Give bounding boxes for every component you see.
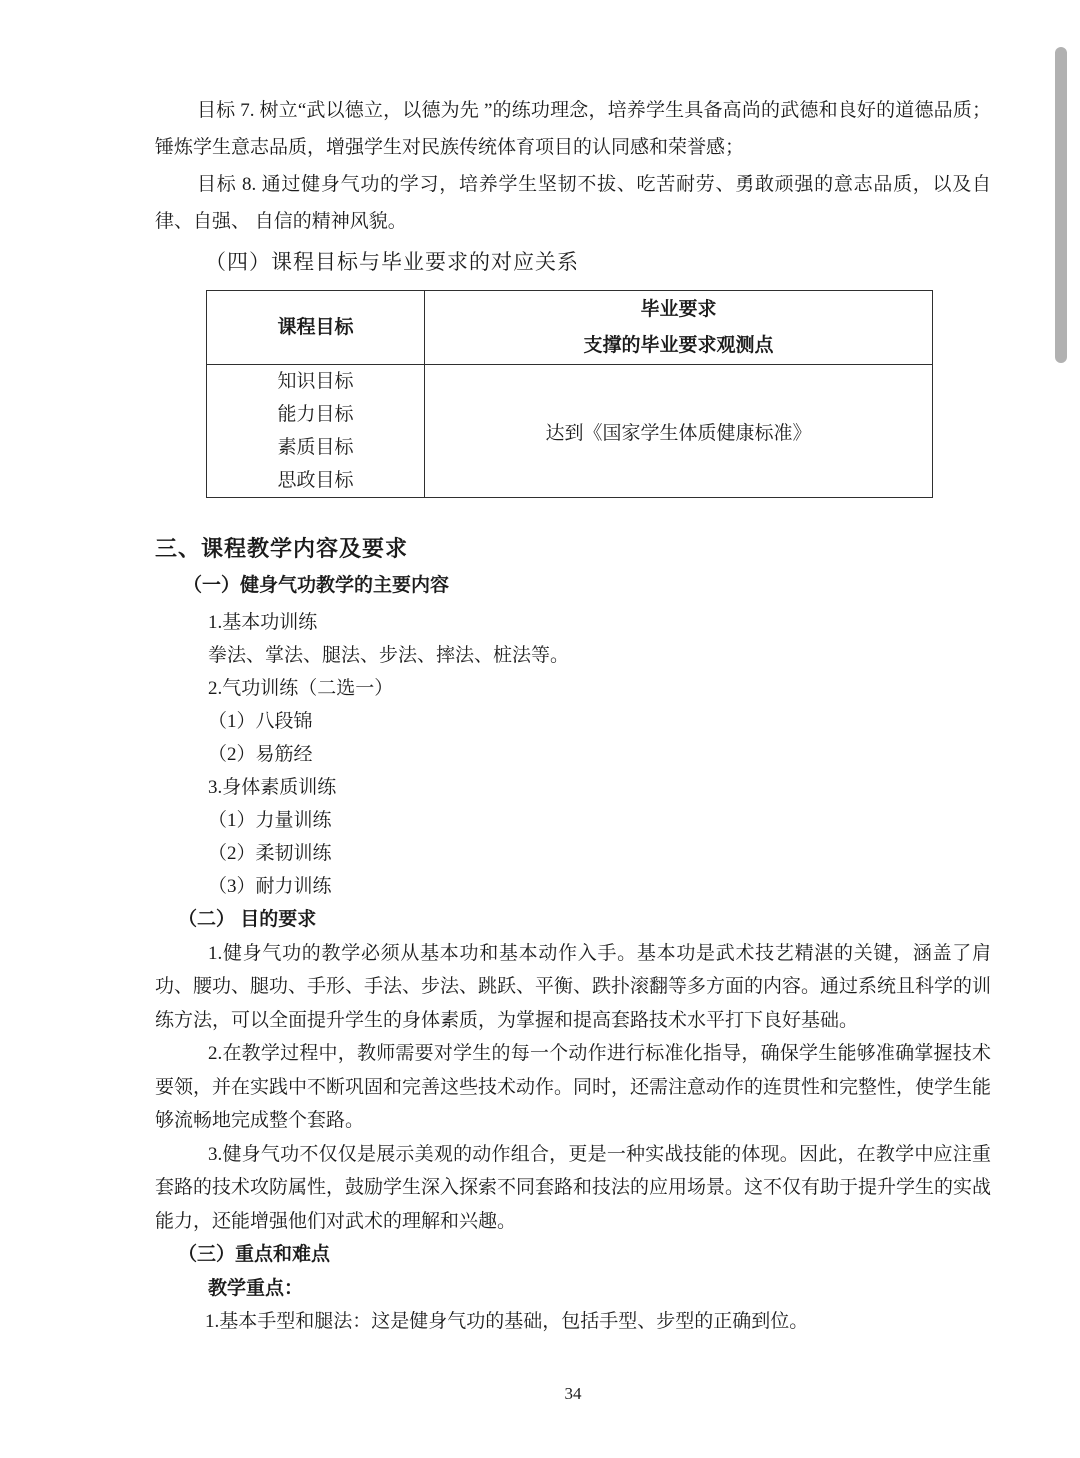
table-cell-goal-list (207, 365, 425, 498)
list-item-physical-training: 3.身体素质训练 (208, 777, 337, 798)
heading-section-3: 三、课程教学内容及要求 (155, 536, 409, 561)
table-cell-goal-ideology: 思政目标 (277, 470, 354, 491)
table-cell-goal-quality: 素质目标 (277, 437, 354, 458)
document-content (155, 0, 991, 1339)
page-number: 34 (564, 1384, 582, 1403)
heading-sub-3: （三）重点和难点 (178, 1244, 331, 1265)
table-header-course-goal-cell (207, 291, 425, 365)
list-item-yijinjing: （2）易筋经 (208, 744, 313, 765)
heading-sub-2: （二） 目的要求 (178, 909, 317, 930)
table-body-row (207, 365, 933, 498)
table-cell-goal-knowledge: 知识目标 (277, 371, 354, 392)
list-item-baduanjin: （1）八段锦 (208, 711, 313, 732)
list-item-flexibility-training: （2）柔韧训练 (208, 843, 332, 864)
list-item-teaching-focus-1: 1.基本手型和腿法：这是健身气功的基础，包括手型、步型的正确到位。 (205, 1311, 809, 1332)
heading-section-4: （四）课程目标与毕业要求的对应关系 (205, 250, 579, 274)
label-teaching-focus: 教学重点： (208, 1277, 304, 1299)
teaching-content-list (208, 606, 991, 903)
paragraph-requirement-1: 1.健身气功的教学必须从基本功和基本动作入手。基本功是武术技艺精湛的关键，涵盖了肩功、腰功、腿功、手形、手法、步法、跳跃、平衡、跌扑滚翻等多方面的内容。通过系统且科学的训练方法，可以全面提升学生的身体素质，为掌握和提高套路技术水平打下良好基础。 (155, 942, 992, 1031)
list-item-endurance-training: （3）耐力训练 (208, 876, 332, 897)
list-item-basic-training: 1.基本功训练 (208, 612, 318, 633)
paragraph-requirement-2: 2.在教学过程中，教师需要对学生的每一个动作进行标准化指导，确保学生能够准确掌握技术要领，并在实践中不断巩固和完善这些技术动作。同时，还需注意动作的连贯性和完整性，使学生能够流畅地完成整个套路。 (155, 1043, 992, 1131)
table-header-grad-req-observation: 支撑的毕业要求观测点 (583, 334, 774, 356)
table-header-row (207, 291, 933, 365)
scrollbar-thumb[interactable] (1055, 47, 1067, 363)
paragraph-requirement-3: 3.健身气功不仅仅是展示美观的动作组合，更是一种实战技能的体现。因此，在教学中应注重套路的技术攻防属性，鼓励学生深入探索不同套路和技法的应用场景。这不仅有助于提升学生的实战能力，还能增强他们对武术的理解和兴趣。 (155, 1143, 992, 1232)
table-cell-goal-ability: 能力目标 (277, 404, 354, 425)
heading-sub-1: （一）健身气功教学的主要内容 (183, 575, 450, 596)
list-item-qigong-training: 2.气功训练（二选一） (208, 678, 394, 699)
goal-requirement-table (206, 290, 933, 498)
paragraph-goal-7: 目标 7. 树立“武以德立，以德为先 ”的练功理念，培养学生具备高尚的武德和良好的道德品质；锤炼学生意志品质，增强学生对民族传统体育项目的认同感和荣誉感； (155, 100, 991, 158)
paragraph-goal-8: 目标 8. 通过健身气功的学习，培养学生坚韧不拔、吃苦耐劳、勇敢顽强的意志品质，以及自律、自强、 自信的精神风貌。 (155, 174, 991, 232)
list-item-strength-training: （1）力量训练 (208, 810, 332, 831)
table-header-grad-req: 毕业要求 (640, 298, 717, 320)
table-header-grad-req-cell (425, 291, 933, 365)
list-item-basic-methods: 拳法、掌法、腿法、步法、摔法、桩法等。 (208, 645, 570, 666)
table-header-course-goal: 课程目标 (277, 316, 354, 338)
table-cell-standard: 达到《国家学生体质健康标准》 (425, 365, 933, 498)
